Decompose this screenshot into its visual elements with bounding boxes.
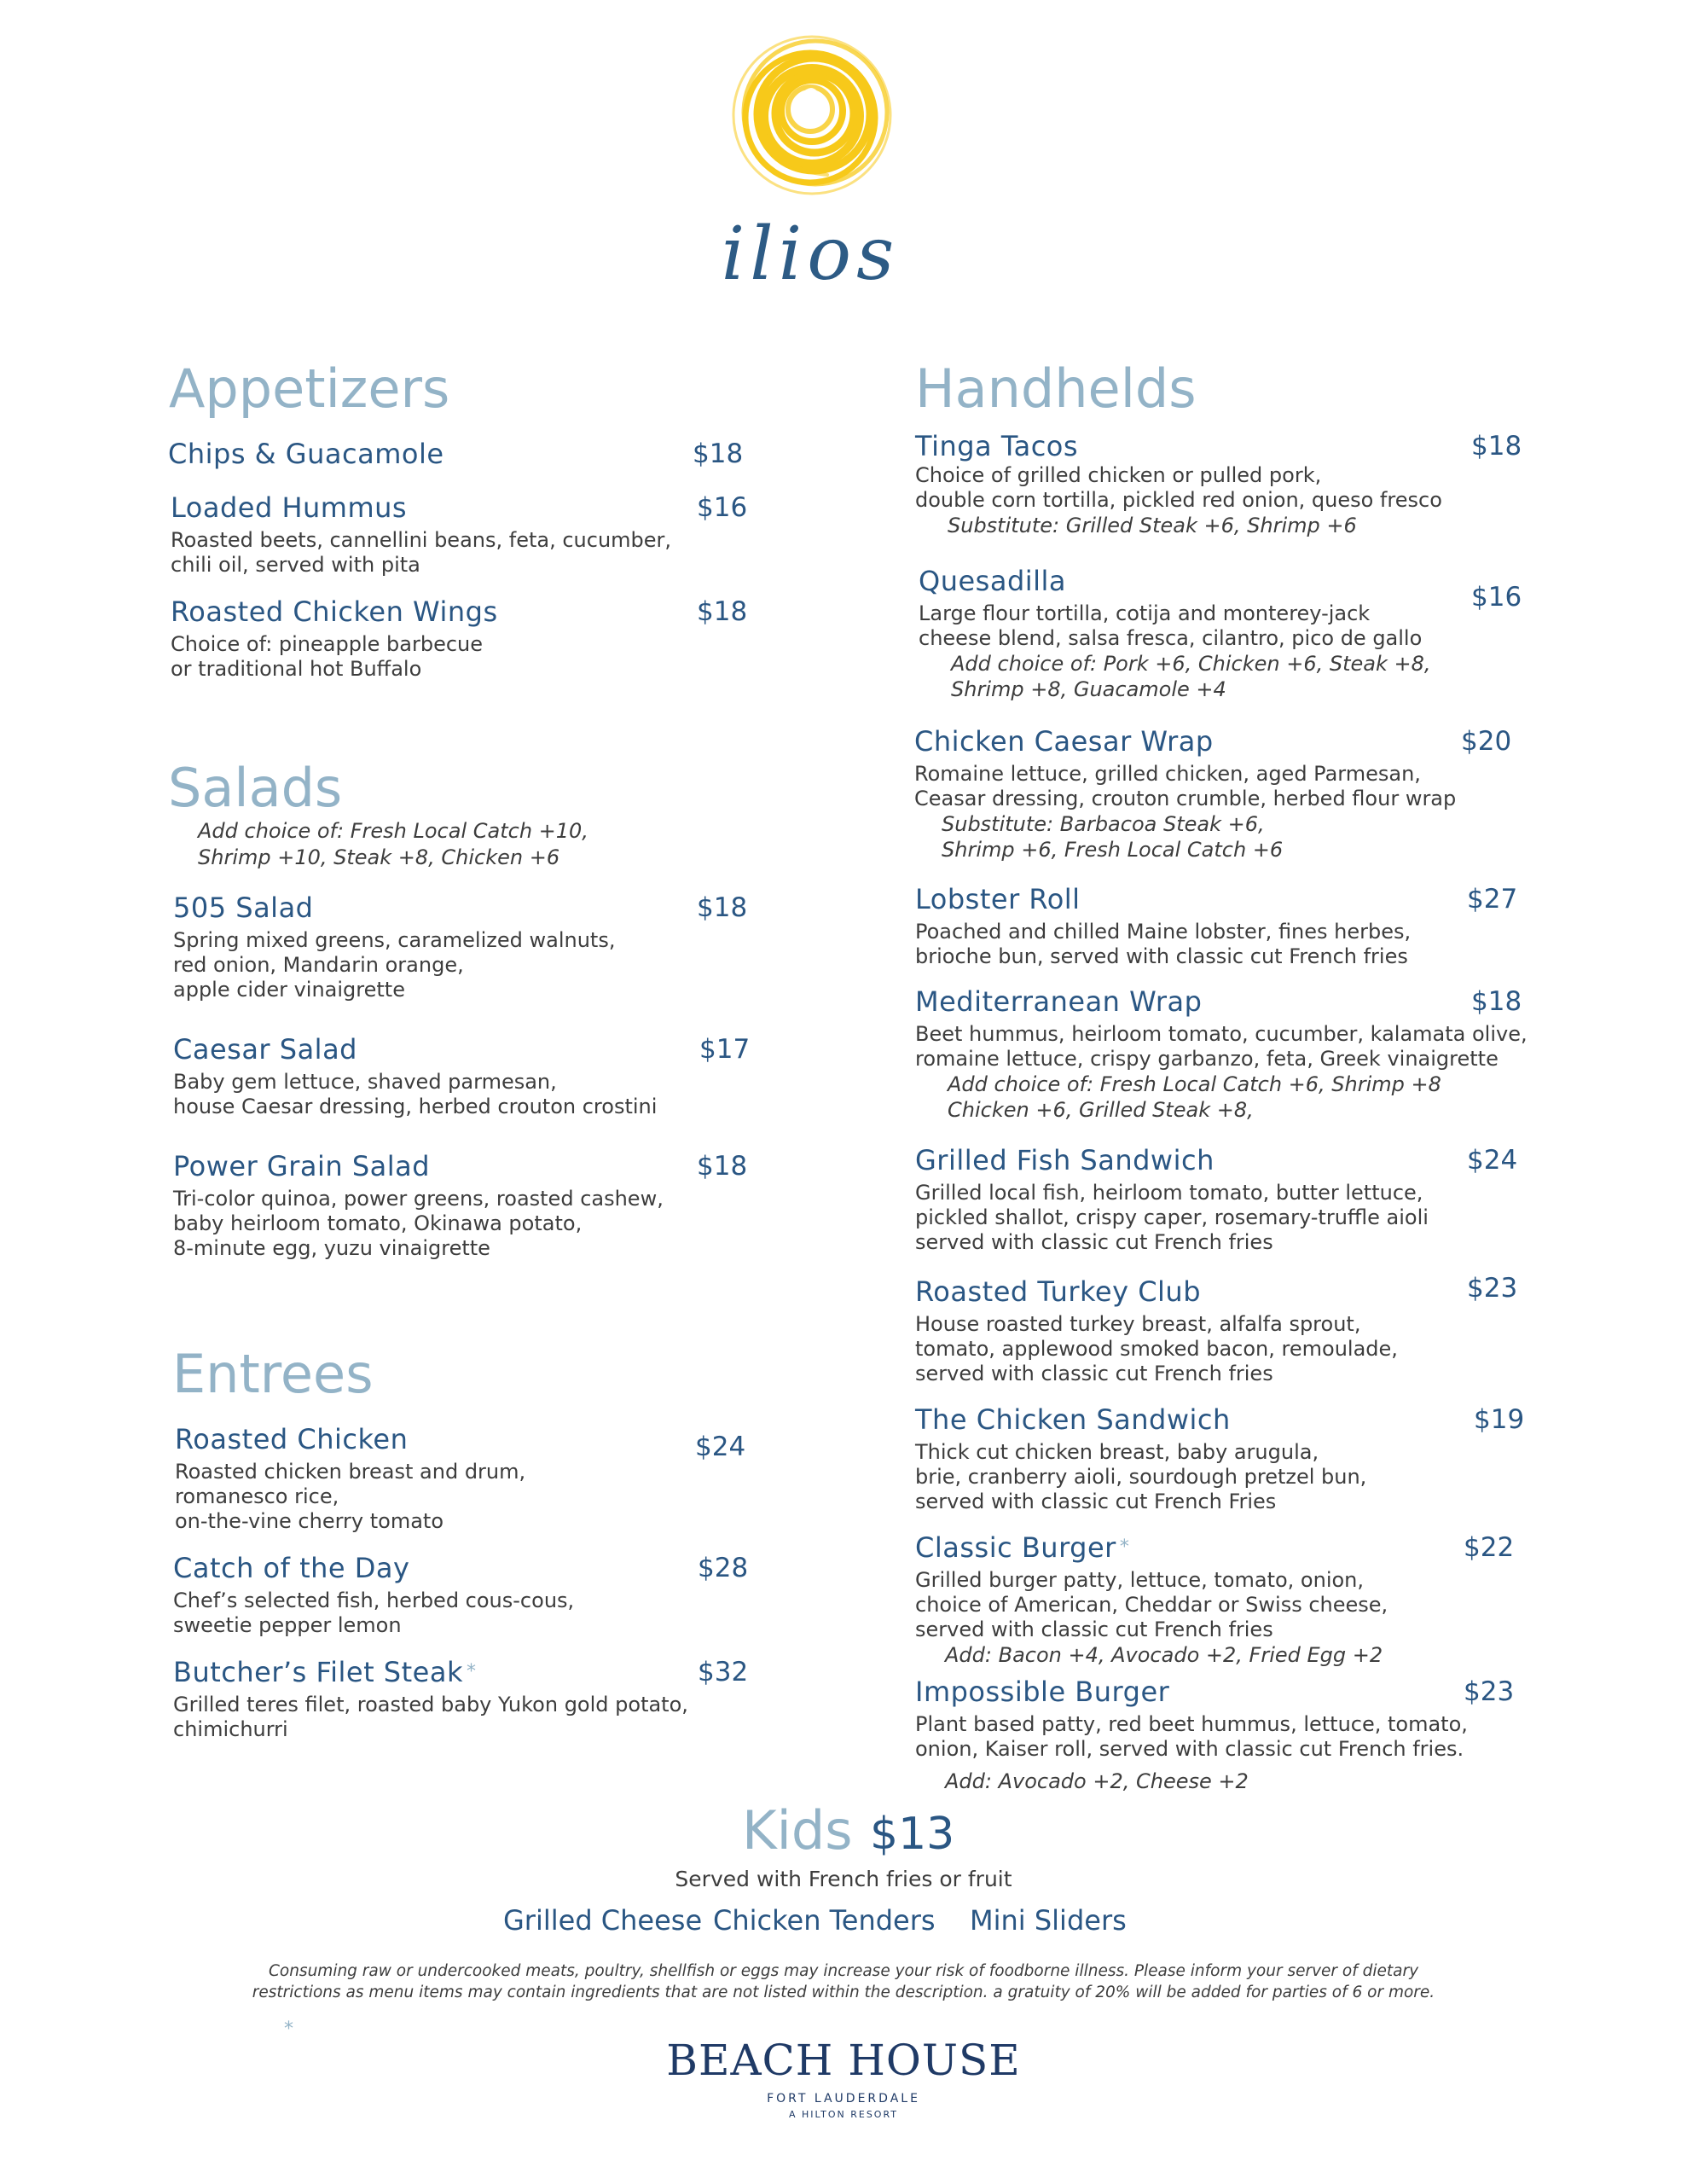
item-name: Loaded Hummus xyxy=(171,491,408,524)
item-description: Plant based patty, red beet hummus, lettuce, tomato, onion, Kaiser roll, served with classic cut French fries. xyxy=(915,1712,1468,1761)
item-note: Substitute: Grilled Steak +6, Shrimp +6 xyxy=(948,514,1357,537)
item-name: 505 Salad xyxy=(173,892,314,924)
item-price: $18 xyxy=(1471,431,1522,462)
item-name: Chips & Guacamole xyxy=(168,438,444,470)
kids-option: Chicken Tenders xyxy=(713,1904,936,1937)
kids-option: Grilled Cheese xyxy=(503,1904,703,1937)
menu-item xyxy=(915,985,1528,1123)
item-price: $23 xyxy=(1467,1273,1518,1304)
kids-option: Mini Sliders xyxy=(970,1904,1127,1937)
star-icon: * xyxy=(284,2018,293,2040)
handhelds-heading: Handhelds xyxy=(915,357,1197,420)
item-name: Roasted Chicken xyxy=(175,1423,409,1455)
menu-item xyxy=(915,1275,1398,1386)
item-description: Poached and chilled Maine lobster, fines herbes, brioche bun, served with classic cut French fries xyxy=(915,920,1412,968)
item-name: Catch of the Day xyxy=(173,1552,410,1584)
item-name: Grilled Fish Sandwich xyxy=(915,1144,1215,1176)
footer-tagline: A HILTON RESORT xyxy=(788,2109,899,2120)
item-name: Lobster Roll xyxy=(915,883,1081,915)
menu-item xyxy=(173,1032,657,1119)
item-name: The Chicken Sandwich xyxy=(915,1403,1231,1436)
item-name: Chicken Caesar Wrap xyxy=(914,725,1214,758)
salads-heading: Salads xyxy=(168,757,343,819)
item-note: Add choice of: Fresh Local Catch +6, Shrimp +8 Chicken +6, Grilled Steak +8, xyxy=(948,1072,1441,1122)
item-name: Butcher’s Filet Steak * xyxy=(173,1656,477,1688)
sun-logo-icon xyxy=(716,26,913,205)
item-price: $17 xyxy=(699,1034,751,1065)
menu-item xyxy=(914,724,1456,863)
menu-item xyxy=(168,437,444,471)
star-icon: * xyxy=(466,1661,477,1682)
item-description: Tri-color quinoa, power greens, roasted cashew, baby heirloom tomato, Okinawa potato, 8-minute egg, yuzu vinaigrette xyxy=(173,1187,664,1260)
item-name: Roasted Chicken Wings xyxy=(171,595,498,628)
star-icon: * xyxy=(1119,1536,1130,1558)
item-description: Grilled burger patty, lettuce, tomato, onion, choice of American, Cheddar or Swiss cheese, served with classic cut French fries xyxy=(915,1568,1388,1641)
item-price: $20 xyxy=(1461,726,1512,757)
ilios-wordmark: ilios xyxy=(721,212,900,297)
item-name: Tinga Tacos xyxy=(915,430,1079,462)
item-description: Grilled local fish, heirloom tomato, butter lettuce, pickled shallot, crispy caper, rosemary-truffle aioli served with classic cut French fries xyxy=(915,1181,1429,1254)
item-price: $19 xyxy=(1474,1404,1525,1435)
item-price: $18 xyxy=(697,596,748,627)
item-description: Choice of grilled chicken or pulled pork, double corn tortilla, pickled red onion, queso fresco xyxy=(915,463,1442,512)
item-price: $18 xyxy=(693,439,744,469)
menu-item xyxy=(915,1531,1388,1668)
item-price: $18 xyxy=(697,892,748,923)
menu-item xyxy=(173,1149,664,1261)
item-description: Spring mixed greens, caramelized walnuts, red onion, Mandarin orange, apple cider vinaigrette xyxy=(173,928,616,1002)
item-price: $27 xyxy=(1467,884,1518,915)
item-price: $23 xyxy=(1464,1676,1515,1707)
item-description: Roasted beets, cannellini beans, feta, cucumber, chili oil, served with pita xyxy=(171,528,672,577)
kids-subtitle: Served with French fries or fruit xyxy=(675,1867,1012,1891)
item-price: $16 xyxy=(697,492,748,523)
item-description: Large flour tortilla, cotija and monterey-jack cheese blend, salsa fresca, cilantro, pico de gallo xyxy=(919,601,1423,650)
item-description: House roasted turkey breast, alfalfa sprout, tomato, applewood smoked bacon, remoulade, served with classic cut French fries xyxy=(915,1312,1398,1385)
menu-item xyxy=(171,595,498,682)
salads-add-note: Add choice of: Fresh Local Catch +10, Shrimp +10, Steak +8, Chicken +6 xyxy=(198,819,588,869)
entrees-heading: Entrees xyxy=(172,1343,374,1405)
item-price: $32 xyxy=(698,1657,749,1687)
item-description: Beet hummus, heirloom tomato, cucumber, kalamata olive, romaine lettuce, crispy garbanzo, feta, Greek vinaigrette xyxy=(915,1022,1528,1071)
allergy-disclaimer: Consuming raw or undercooked meats, poultry, shellfish or eggs may increase your risk of foodborne illness. Please inform your server of dietary restrictions as menu items may contain ingredients that are not listed within the description. a gratuity of 20% will be added for parties of 6 or more. xyxy=(252,1962,1435,2001)
item-name: Quesadilla xyxy=(919,565,1067,597)
item-name: Mediterranean Wrap xyxy=(915,985,1203,1018)
menu-item xyxy=(173,891,615,1002)
footer-location: FORT LAUDERDALE xyxy=(767,2092,920,2106)
menu-item xyxy=(175,1422,525,1534)
item-note: Add choice of: Pork +6, Chicken +6, Steak +8, Shrimp +8, Guacamole +4 xyxy=(951,652,1431,701)
kids-price: $13 xyxy=(870,1809,955,1860)
menu-item xyxy=(171,491,671,578)
item-description: Chef’s selected fish, herbed cous-cous, sweetie pepper lemon xyxy=(173,1589,575,1637)
item-name: Impossible Burger xyxy=(915,1676,1170,1708)
menu-item xyxy=(915,1403,1366,1514)
item-price: $18 xyxy=(1471,986,1522,1017)
item-name: Caesar Salad xyxy=(173,1033,357,1066)
item-description: Grilled teres filet, roasted baby Yukon gold potato, chimichurri xyxy=(173,1693,688,1741)
item-note: Substitute: Barbacoa Steak +6, Shrimp +6, Fresh Local Catch +6 xyxy=(942,812,1284,862)
item-name: Power Grain Salad xyxy=(173,1150,431,1182)
menu-item xyxy=(919,564,1431,702)
menu-item xyxy=(173,1655,688,1742)
item-price: $24 xyxy=(1467,1145,1518,1176)
menu-item xyxy=(915,1675,1468,1794)
item-description: Roasted chicken breast and drum, romanesco rice, on-the-vine cherry tomato xyxy=(175,1460,526,1533)
kids-heading: Kids xyxy=(742,1799,853,1862)
item-price: $18 xyxy=(697,1151,748,1182)
item-description: Thick cut chicken breast, baby arugula, brie, cranberry aioli, sourdough pretzel bun, served with classic cut French Fries xyxy=(915,1440,1367,1513)
item-description: Baby gem lettuce, shaved parmesan, house Caesar dressing, herbed crouton crostini xyxy=(173,1070,658,1118)
menu-item xyxy=(915,1143,1429,1255)
beach-house-logo: BEACH HOUSE xyxy=(666,2036,1021,2085)
item-note: Add: Avocado +2, Cheese +2 xyxy=(945,1769,1249,1793)
item-description: Romaine lettuce, grilled chicken, aged Parmesan, Ceasar dressing, crouton crumble, herbed flour wrap xyxy=(914,762,1457,810)
item-price: $24 xyxy=(695,1432,746,1462)
item-name: Classic Burger * xyxy=(915,1531,1130,1564)
item-note: Add: Bacon +4, Avocado +2, Fried Egg +2 xyxy=(945,1643,1383,1667)
item-price: $28 xyxy=(698,1553,749,1583)
item-price: $22 xyxy=(1464,1532,1515,1563)
item-description: Choice of: pineapple barbecue or traditional hot Buffalo xyxy=(171,632,483,681)
menu-item xyxy=(915,429,1442,538)
item-name: Roasted Turkey Club xyxy=(915,1275,1202,1308)
menu-item xyxy=(173,1551,574,1638)
item-price: $16 xyxy=(1471,582,1522,613)
appetizers-heading: Appetizers xyxy=(169,357,450,420)
menu-item xyxy=(915,882,1411,969)
